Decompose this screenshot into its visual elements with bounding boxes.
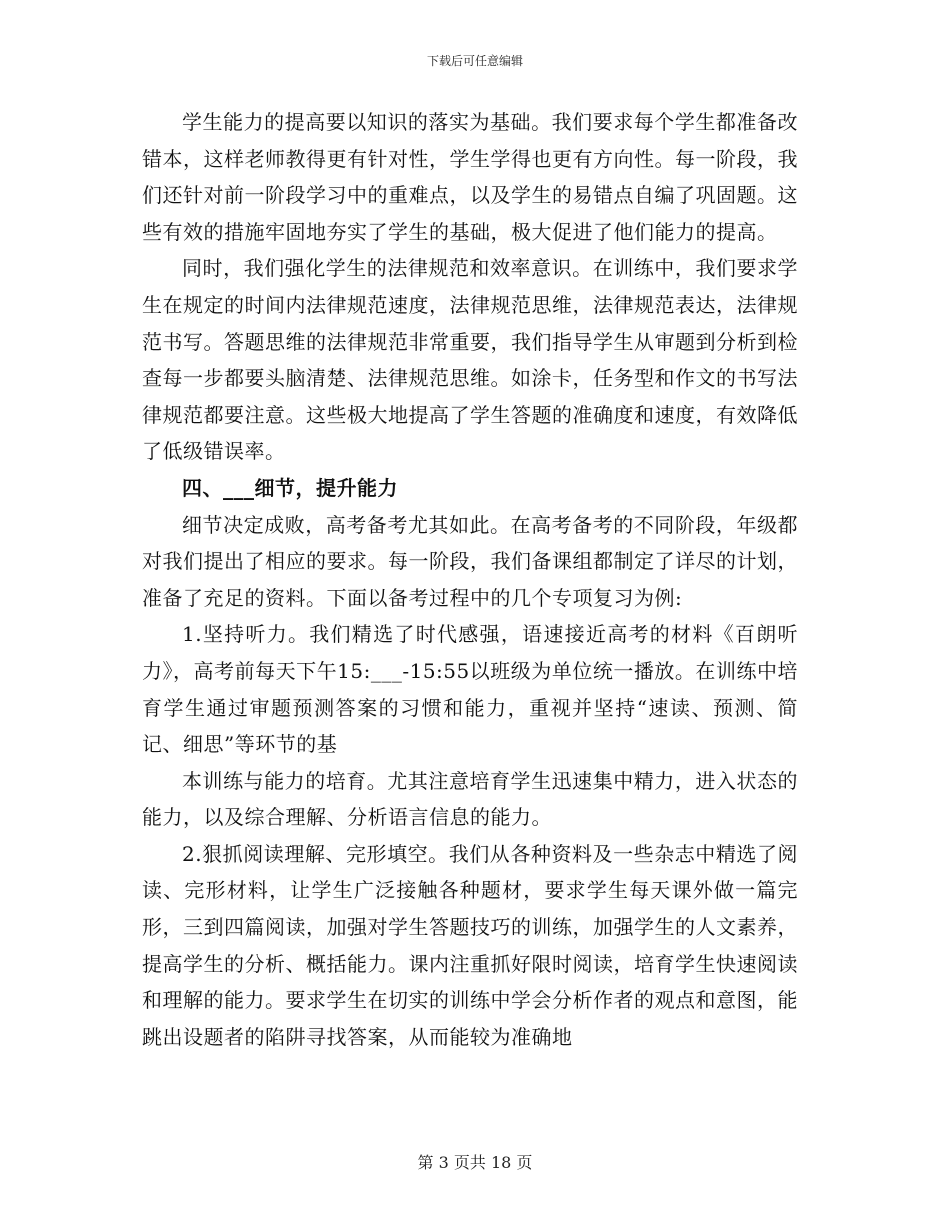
paragraph-standards: 同时，我们强化学生的法律规范和效率意识。在训练中，我们要求学生在规定的时间内法律规范速度，法律规范思维，法律规范表达，法律规范书写。答题思维的法律规范非常重要，我们指导学生从审题到分析到检查每一步都要头脑清楚、法律规范思维。如涂卡，任务型和作文的书写法律规范都要注意。这些极大地提高了学生答题的准确度和速度，有效降低了低级错误率。 [142, 256, 798, 464]
paragraph-basic-training: 本训练与能力的培育。尤其注意培育学生迅速集中精力，进入状态的能力，以及综合理解、分析语言信息的能力。 [142, 768, 798, 830]
document-body [142, 104, 798, 1055]
paragraph-details: 细节决定成败，高考备考尤其如此。在高考备考的不同阶段，年级都对我们提出了相应的要求。每一阶段，我们备课组都制定了详尽的计划，准备了充足的资料。下面以备考过程中的几个专项复习为例: [142, 512, 798, 610]
paragraph-listening: 1.坚持听力。我们精选了时代感强，语速接近高考的材料《百朗听力》，高考前每天下午15:___-15:55以班级为单位统一播放。在训练中培育学生通过审题预测答案的习惯和能力，重视并坚持“速读、预测、简记、细思”等环节的基 [142, 622, 798, 757]
paragraph-reading: 2.狠抓阅读理解、完形填空。我们从各种资料及一些杂志中精选了阅读、完形材料，让学生广泛接触各种题材，要求学生每天课外做一篇完形，三到四篇阅读，加强对学生答题技巧的训练，加强学生的人文素养，提高学生的分析、概括能力。课内注重抓好限时阅读，培育学生快速阅读和理解的能力。要求学生在切实的训练中学会分析作者的观点和意图，能跳出设题者的陷阱寻找答案，从而能较为准确地 [142, 841, 798, 1049]
paragraph-foundation: 学生能力的提高要以知识的落实为基础。我们要求每个学生都准备改错本，这样老师教得更有针对性，学生学得也更有方向性。每一阶段，我们还针对前一阶段学习中的重难点，以及学生的易错点自编了巩固题。这些有效的措施牢固地夯实了学生的基础，极大促进了他们能力的提高。 [142, 110, 798, 244]
page-header: 下载后可任意编辑 [426, 54, 523, 68]
section-heading-four: 四、___细节，提升能力 [182, 475, 398, 500]
page-footer: 第 3 页共 18 页 [417, 1153, 533, 1172]
